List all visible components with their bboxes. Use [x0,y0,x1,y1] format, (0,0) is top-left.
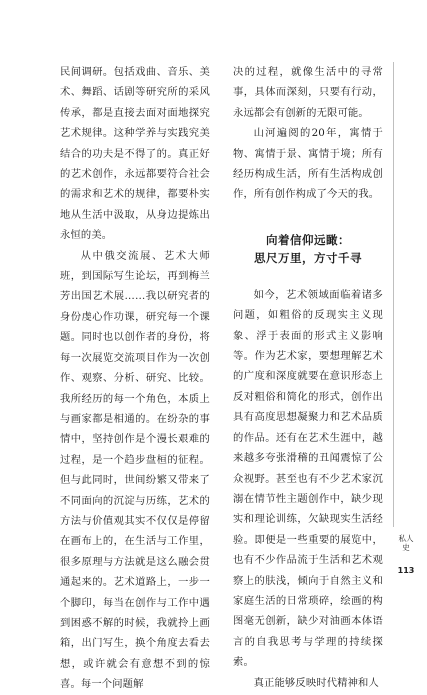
paragraph: 从中俄交流展、艺术大师班，到国际写生论坛，再到梅兰芳出国艺术展……我以研究者的身份虔心作功课，研究每一个课题。同时也以创作者的身份，将每一次展览交流项目作为一次创作、观察、分析、研究、比较。我所经历的每一个角色，本质上与画家都是相通的。在纷杂的事情中，坚持创作是个漫长艰难的过程，是一个趋步盘桓的征程。但与此同时，世间纷繁又带来了不同面向的沉淀与历练，艺术的方法与价值观其实不仅仅是停留在画布上的，在生活与工作里，很多原理与方法就是这么融会贯通起来的。艺术道路上，一步一个脚印，每当在创作与工作中遇到困惑不解的时候，我就拎上画箱，出门写生，换个角度去看去想，或许就会有意想不到的惊喜。每一个问题解 [60,249,210,691]
section-label-line-2: 史 [402,543,410,552]
section-heading-line-1: 向着信仰远瞰： [266,232,350,247]
paragraph: 如今，艺术领域面临着诸多问题，如粗俗的反现实主义现象、浮于表面的形式主义影响等。作为艺术家，要想理解艺术的广度和深度就要在意识形态上反对粗俗和简化的形式，创作出具有高度思想凝聚力和艺术品质的作品。还有在艺术生涯中，越来越多夸张滑稽的丑闻震惊了公众视野。甚至也有不少艺术家沉溺在情节性主题创作中，缺少现实和理论训练，欠缺现实生活经验。即便是一些重要的展览中，也有不少作品流于生活和艺术观察上的肤浅，倾向于自然主义和家庭生活的日常琐碎，绘画的构图毫无创新，缺少对油画本体语言的自我思考与学理的持续探索。 [233,288,383,669]
left-text-column [60,62,210,695]
paragraph: 民间调研。包括戏曲、音乐、美术、舞蹈、话剧等研究所的采风传承，都是直接去面对面地探究艺术规律。这种学养与实践究美结合的功夫是不得了的。真正好的艺术创作，永远都要符合社会的需求和艺术的规律，都要朴实地从生活中汲取，从身边提炼出永恒的美。 [60,66,210,242]
page-number: 113 [397,566,415,575]
section-heading [233,231,383,267]
section-heading-line-2: 思尺万里，方寸千寻 [254,250,362,265]
paragraph: 山河遍阅的20年，寓情于物、寓情于景、寓情于境；所有经历构成生活，所有生活构成创作，所有创作构成了今天的我。 [233,127,383,201]
paragraph: 决的过程，就像生活中的寻常事，具体而深刻，只要有行动，永远都会有创新的无限可能。 [233,66,383,119]
right-text-column [233,62,383,693]
running-section-label [395,534,417,552]
margin-divider-line [393,62,394,527]
section-label-line-1: 私人 [398,534,414,543]
paragraph: 真正能够反映时代精神和人 [253,676,379,689]
